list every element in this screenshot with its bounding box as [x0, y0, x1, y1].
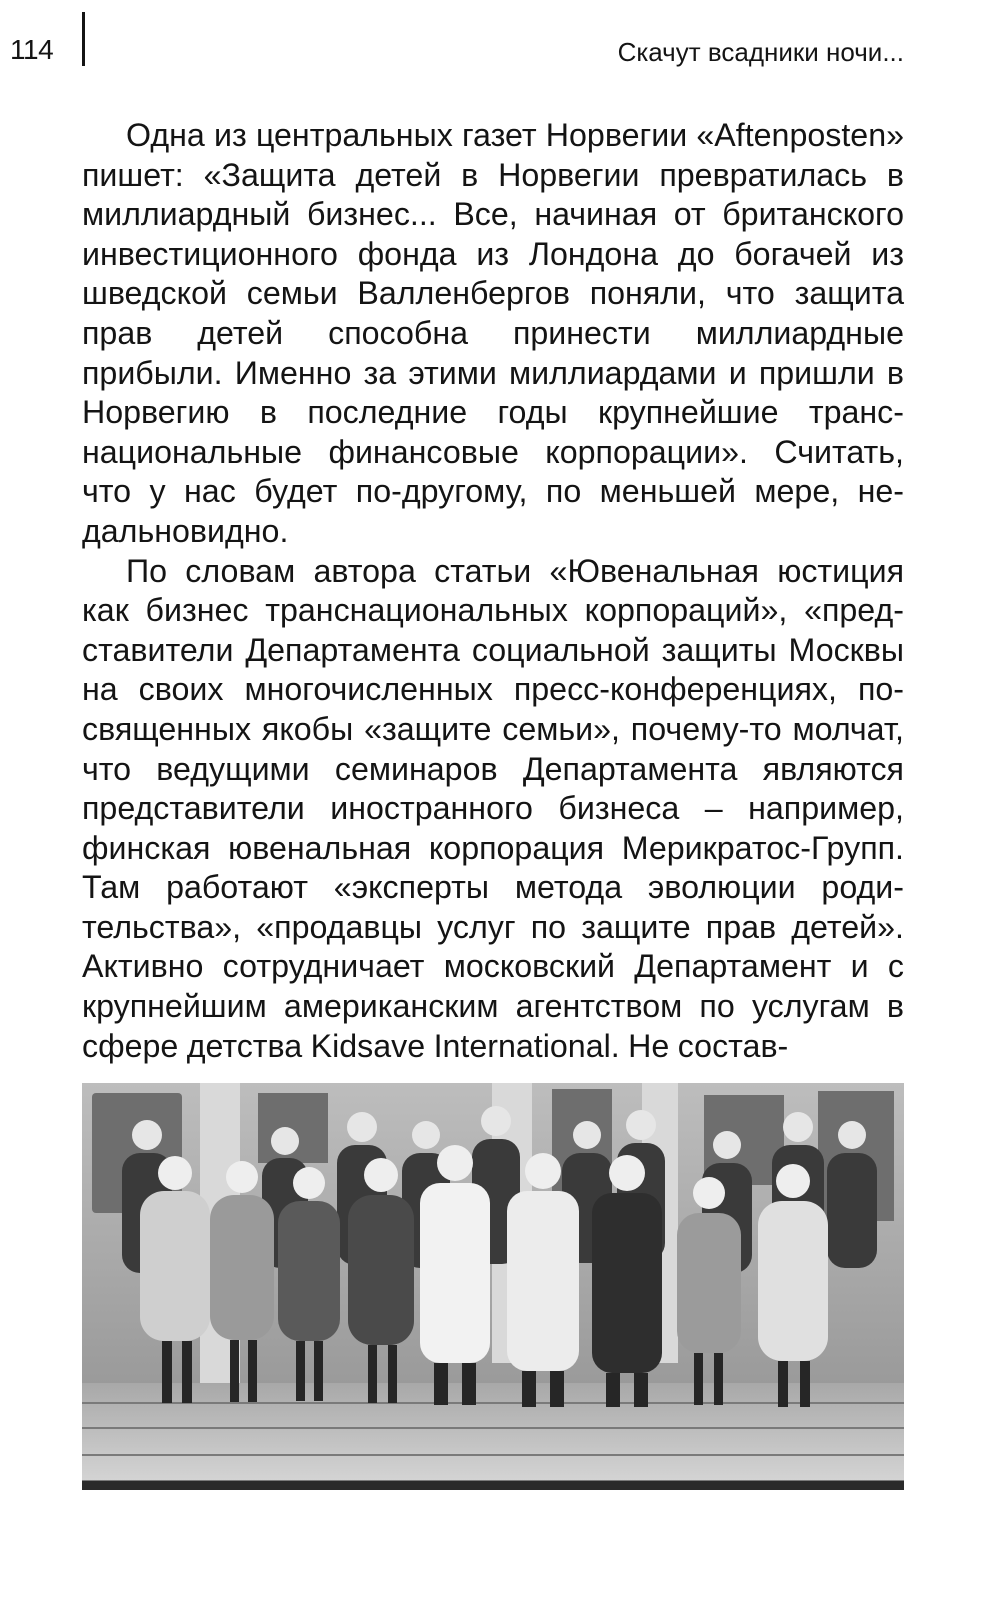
article-body	[82, 116, 904, 1066]
paragraph-1: Одна из центральных газет Норвегии «Aftenposten» пишет: «Защита детей в Норвегии превратилась в миллиардный бизнес... Все, начиная от британского инвестиционного фонда из Лондона до богачей из шведской семьи Валленбергов поняли, что защита прав детей способна принести миллиардные прибыли. Именно за этими миллиардами и пришли в Норвегию в последние годы крупнейшие транснациональные финансовые корпорации». Считать, что у нас будет по-другому, по меньшей мере, недальновидно.	[82, 117, 904, 549]
paragraph-2: По словам автора статьи «Ювенальная юстиция как бизнес транснациональных корпораций», «представители Департамента социальной защиты Москвы на своих многочисленных пресс-конференциях, посвященных якобы «защите семьи», почему-то молчат, что ведущими семинаров Департамента являются представители иностранного бизнеса – например, финская ювенальная корпорация Мерикратос-Групп. Там работают «эксперты метода эволюции родительства», «продавцы услуг по защите прав детей». Активно сотрудничает московский Департамент и с крупнейшим американским агентством по услугам в сфере детства Kidsave International. Не состав-	[82, 552, 904, 1064]
photo-bottom-edge	[82, 1481, 904, 1490]
page-number: 114	[10, 34, 54, 65]
page-header	[0, 0, 984, 90]
header-divider	[82, 12, 85, 66]
group-photo	[82, 1083, 904, 1490]
group-photo-illustration	[82, 1083, 904, 1490]
running-title: Скачут всадники ночи...	[617, 37, 904, 67]
